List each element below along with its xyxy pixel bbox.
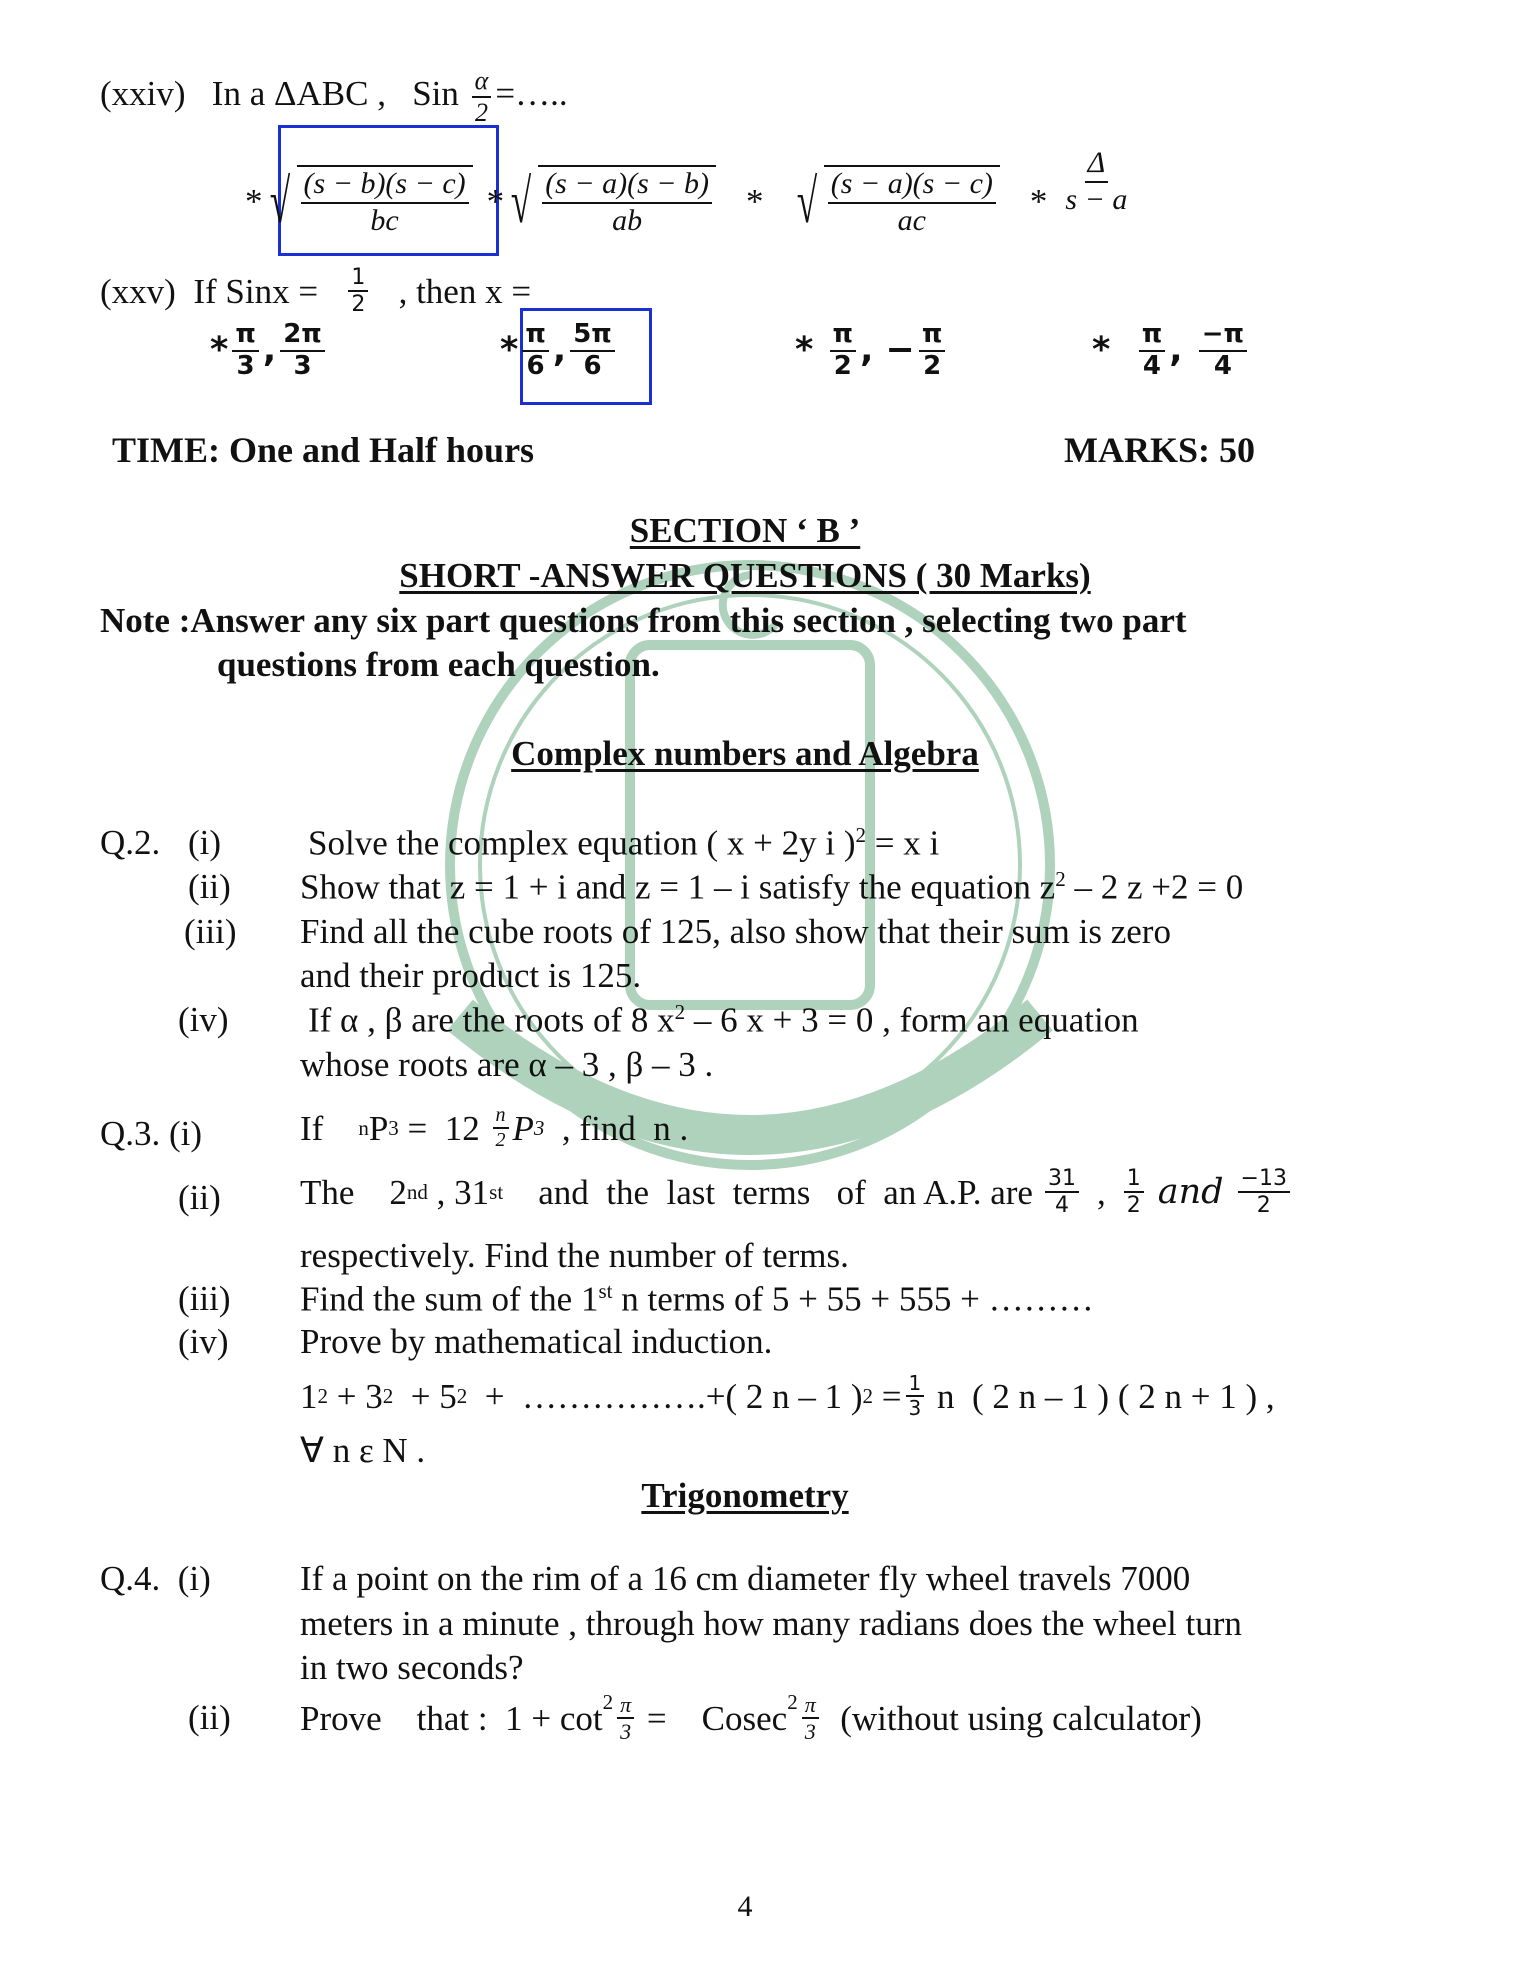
q2-ii-text [300, 869, 1243, 905]
question-number: (xxv) [100, 271, 176, 311]
section-subtitle: SHORT -ANSWER QUESTIONS ( 30 Marks) [399, 556, 1091, 595]
denominator: 4 [1142, 350, 1162, 381]
text: = Cosec [638, 1698, 788, 1738]
q2-iv-text-2: whose roots are α – 3 , β – 3 . [300, 1045, 714, 1084]
exponent: 2 [787, 1690, 798, 1714]
text: – 2 z +2 = 0 [1065, 867, 1244, 907]
numerator: π [919, 320, 946, 352]
q2-i-number: (i) [188, 823, 222, 862]
text: , find n . [544, 1108, 689, 1148]
exponent: 2 [456, 1383, 468, 1408]
q4-ii-text [300, 1692, 1202, 1745]
heading-trigonometry: Trigonometry [641, 1476, 849, 1515]
label: Q.4. [100, 1559, 161, 1598]
q3-label [100, 1116, 202, 1151]
numerator: n [493, 1104, 509, 1129]
exponent: 2 [855, 823, 867, 847]
denominator: 2 [833, 350, 852, 381]
separator: , [552, 330, 567, 371]
sqrt: √ $\frac{(s - a)(s - b)}{ab}$ [504, 165, 716, 238]
denominator: 3 [804, 1719, 816, 1745]
exponent: 2 [317, 1383, 328, 1408]
q3-i-number: (i) [169, 1114, 203, 1153]
denominator: 2 [351, 292, 366, 318]
sqrt: √ $\frac{(s - b)(s - c)}{bc}$ [263, 165, 473, 238]
text: (without using calculator) [822, 1698, 1202, 1738]
q4-i-text-3: in two seconds? [300, 1648, 524, 1687]
option-2[interactable] [500, 320, 619, 382]
option-4[interactable] [1092, 320, 1251, 382]
question-number: (xxiv) [100, 73, 186, 113]
text: If [300, 1108, 359, 1148]
denominator: 3 [620, 1719, 632, 1745]
denominator: ab [612, 203, 643, 237]
q3-iv-formula [300, 1372, 1275, 1420]
p-symbol: P [512, 1108, 534, 1148]
ordinal: st [489, 1179, 504, 1204]
text: Solve the complex equation ( x + 2y i ) [308, 823, 856, 863]
text: + 3 [328, 1376, 383, 1416]
text: + …………….+( 2 n – 1 ) [467, 1376, 863, 1416]
denominator: 2 [495, 1129, 506, 1151]
star-icon: * [1092, 330, 1111, 371]
q2-iv-number: (iv) [178, 1000, 229, 1039]
text: If α , β are the roots of 8 x [308, 1000, 675, 1040]
numerator: 1 [906, 1372, 925, 1397]
numerator: π [617, 1692, 634, 1719]
separator: , [262, 330, 277, 371]
q2-ii-number: (ii) [188, 867, 231, 906]
marks-label: MARKS: 50 [1064, 430, 1255, 470]
q3-iii-text [300, 1281, 1094, 1317]
separator: , [1169, 330, 1183, 371]
note-line-2: questions from each question. [217, 645, 660, 684]
sqrt: √ $\frac{(s - a)(s - c)}{ac}$ [790, 165, 1000, 238]
superscript: n [358, 1115, 369, 1140]
ordinal: st [598, 1279, 613, 1303]
numerator: (s − a)(s − c) [828, 167, 996, 204]
q2-iii-number: (iii) [184, 912, 237, 951]
text: = 12 [398, 1108, 489, 1148]
numerator: −π [1199, 320, 1247, 352]
subscript: 3 [533, 1115, 545, 1140]
star-icon: * [210, 330, 229, 371]
denominator: 3 [236, 350, 255, 381]
numerator: π [830, 320, 857, 352]
numerator: 1 [1124, 1166, 1144, 1193]
denominator: s − a [1065, 182, 1128, 216]
exponent: 2 [674, 1000, 686, 1024]
numerator: 5π [570, 320, 615, 352]
page-number: 4 [737, 1890, 753, 1923]
note-line-1: Note :Answer any six part questions from this section , selecting two part [100, 601, 1187, 640]
text: = x i [866, 823, 940, 863]
and-text: and [1157, 1171, 1224, 1212]
numerator: π [1139, 320, 1166, 352]
text: Show that z = 1 + i and z = 1 – i satisfy the equation z [300, 867, 1056, 907]
star-icon: * [245, 182, 263, 221]
denominator: 3 [908, 1396, 922, 1420]
star-icon: * [1029, 182, 1048, 221]
q4-i-number: (i) [177, 1559, 211, 1598]
text: and the last terms of an A.P. are [503, 1172, 1033, 1212]
q3-i-text [300, 1104, 688, 1152]
q3-iv-text-2: ∀ n ε N . [300, 1431, 426, 1470]
question-xxiv [100, 66, 568, 128]
separator: , − [860, 330, 915, 371]
numerator: 1 [348, 265, 368, 292]
denominator: 4 [1213, 350, 1232, 381]
text: Find the sum of the 1 [300, 1279, 599, 1319]
numerator: π [232, 320, 259, 352]
q3-iv-text: Prove by mathematical induction. [300, 1322, 773, 1361]
equals: =….. [495, 73, 568, 113]
q2-i-text [308, 825, 939, 861]
numerator: π [802, 1692, 819, 1719]
q4-ii-number: (ii) [188, 1698, 231, 1737]
numerator: Δ [1085, 146, 1109, 183]
question-text: In a ΔABC , [211, 73, 386, 113]
exponent: 2 [862, 1383, 874, 1408]
q2-iii-text-2: and their product is 125. [300, 956, 642, 995]
denominator: ac [897, 203, 926, 237]
subscript: 3 [388, 1115, 399, 1140]
question-text: If Sinx = [193, 271, 319, 311]
text: 1 [300, 1376, 318, 1416]
sin-label: Sin [412, 73, 459, 113]
option-1[interactable] [210, 320, 329, 382]
q2-iv-text [308, 1002, 1139, 1038]
label: Q.3. [100, 1114, 161, 1153]
options-xxiv [245, 146, 1131, 238]
q4-i-text-2: meters in a minute , through how many radians does the wheel turn [300, 1604, 1242, 1643]
question-text-end: , then x = [398, 271, 532, 311]
ordinal: nd [406, 1179, 428, 1204]
comma: , [1096, 1172, 1106, 1212]
denominator: 6 [526, 350, 545, 381]
option-2[interactable] [487, 165, 716, 238]
star-icon: * [486, 182, 505, 221]
exponent: 2 [382, 1383, 394, 1408]
denominator: 4 [1054, 1193, 1069, 1219]
text: Prove that : 1 + cot [300, 1698, 603, 1738]
q3-ii-text [300, 1166, 1294, 1219]
numerator: −13 [1238, 1166, 1290, 1193]
option-1[interactable] [245, 165, 473, 238]
heading-complex-algebra: Complex numbers and Algebra [511, 734, 979, 773]
star-icon: * [795, 330, 814, 371]
denominator: 6 [583, 350, 602, 381]
q3-iii-number: (iii) [178, 1279, 231, 1318]
text: – 6 x + 3 = 0 , form an equation [685, 1000, 1139, 1040]
q4-label [100, 1561, 211, 1596]
text: n ( 2 n – 1 ) ( 2 n + 1 ) , [928, 1376, 1275, 1416]
question-xxv [100, 265, 531, 318]
denominator: 2 [475, 97, 488, 127]
denominator: 3 [293, 350, 312, 381]
denominator: 2 [1256, 1193, 1271, 1219]
exponent: 2 [1055, 867, 1066, 891]
section-title: SECTION ‘ B ’ [629, 511, 861, 550]
exponent: 2 [602, 1690, 614, 1714]
numerator: π [522, 320, 549, 352]
time-label: TIME: One and Half hours [112, 430, 535, 470]
option-3[interactable] [795, 320, 949, 382]
option-3[interactable] [746, 165, 1000, 238]
q2-iii-text: Find all the cube roots of 125, also show that their sum is zero [300, 912, 1171, 951]
q3-iv-number: (iv) [178, 1322, 229, 1361]
text: The 2 [300, 1172, 407, 1212]
denominator: 2 [923, 350, 942, 381]
text: n terms of 5 + 55 + 555 + ……… [612, 1279, 1094, 1319]
numerator: α [472, 66, 492, 98]
denominator: 2 [1126, 1193, 1141, 1219]
p-symbol: P [368, 1108, 389, 1148]
numerator: (s − b)(s − c) [301, 167, 469, 204]
text: + 5 [393, 1376, 457, 1416]
alpha-over-two [472, 66, 492, 128]
q4-i-text-1: If a point on the rim of a 16 cm diameter fly wheel travels 7000 [300, 1559, 1191, 1598]
q3-ii-text-2: respectively. Find the number of terms. [300, 1236, 849, 1275]
numerator: 2π [280, 320, 325, 352]
numerator: (s − a)(s − b) [542, 167, 712, 204]
option-4[interactable] [1029, 146, 1131, 221]
equals: = [873, 1376, 902, 1416]
text: , 31 [427, 1172, 490, 1212]
denominator: bc [370, 203, 399, 237]
star-icon: * [746, 182, 764, 221]
q2-label: Q.2. [100, 823, 161, 862]
numerator: 31 [1045, 1166, 1079, 1193]
q3-ii-number: (ii) [178, 1178, 221, 1217]
star-icon: * [500, 330, 519, 371]
